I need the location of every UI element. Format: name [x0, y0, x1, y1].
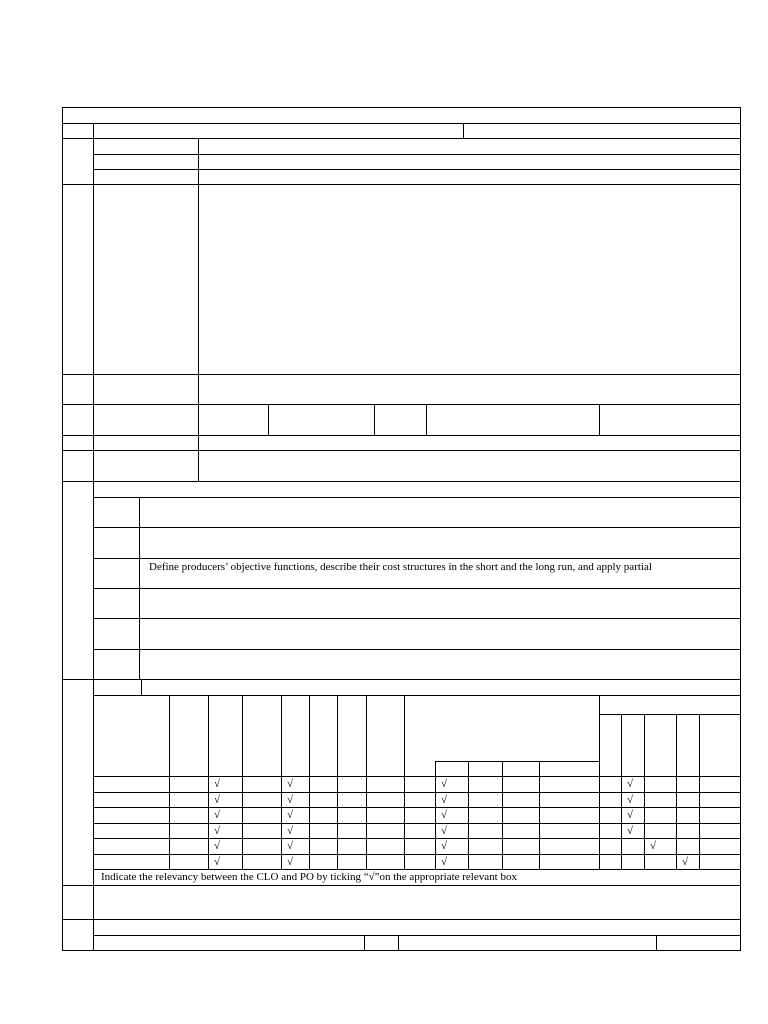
check-mark-icon: √: [441, 794, 448, 806]
check-mark-icon: √: [287, 794, 294, 806]
check-mark-icon: √: [441, 778, 448, 790]
row-divider: [62, 123, 741, 124]
matrix-column-divider: [676, 714, 677, 870]
check-mark-icon: √: [627, 778, 634, 790]
check-mark-icon: √: [441, 856, 448, 868]
cell-divider: [656, 935, 657, 951]
mapping-instruction: Indicate the relevancy between the CLO and PO by ticking “√”on the appropriate relevant box: [101, 871, 517, 883]
check-mark-icon: √: [214, 794, 221, 806]
check-mark-icon: √: [214, 840, 221, 852]
row-number-column-divider: [93, 123, 94, 951]
row-divider: [62, 481, 741, 482]
row-divider: [62, 450, 741, 451]
form-border-right: [740, 107, 741, 951]
cell-divider: [599, 404, 600, 436]
check-mark-icon: √: [627, 794, 634, 806]
clo-row-divider: [93, 649, 741, 650]
matrix-column-divider: [169, 695, 170, 870]
matrix-column-divider: [337, 695, 338, 870]
check-mark-icon: √: [682, 856, 689, 868]
check-mark-icon: √: [627, 825, 634, 837]
clo-row-divider: [93, 618, 741, 619]
matrix-column-divider: [366, 695, 367, 870]
cell-divider: [426, 404, 427, 436]
clo-row-divider: [93, 558, 741, 559]
check-mark-icon: √: [650, 840, 657, 852]
form-border-top: [62, 107, 741, 108]
check-mark-icon: √: [441, 840, 448, 852]
cell-divider: [364, 935, 365, 951]
row-divider: [62, 374, 741, 375]
row-divider: [62, 138, 741, 139]
clo-row-divider: [93, 527, 741, 528]
row-divider: [62, 919, 741, 920]
matrix-column-divider: [242, 695, 243, 870]
matrix-column-divider: [208, 695, 209, 870]
check-mark-icon: √: [627, 809, 634, 821]
cell-divider: [398, 935, 399, 951]
cell-divider: [268, 404, 269, 436]
row-divider: [62, 885, 741, 886]
matrix-subheader-divider: [435, 761, 600, 762]
matrix-header-divider: [93, 695, 741, 696]
matrix-column-divider: [435, 761, 436, 870]
cell-divider: [463, 123, 464, 139]
subrow-divider: [93, 169, 741, 170]
matrix-column-divider: [699, 714, 700, 870]
check-mark-icon: √: [287, 809, 294, 821]
cell-divider: [141, 679, 142, 695]
row-divider: [62, 184, 741, 185]
check-mark-icon: √: [441, 809, 448, 821]
matrix-column-divider: [599, 695, 600, 870]
form-border-bottom: [62, 950, 741, 951]
subrow-divider: [93, 154, 741, 155]
subrow-divider: [93, 935, 741, 936]
check-mark-icon: √: [214, 778, 221, 790]
form-border-left: [62, 107, 63, 951]
check-mark-icon: √: [214, 809, 221, 821]
row-divider: [62, 679, 741, 680]
check-mark-icon: √: [214, 856, 221, 868]
matrix-column-divider: [502, 761, 503, 870]
cell-divider: [374, 404, 375, 436]
row-divider: [62, 435, 741, 436]
check-mark-icon: √: [441, 825, 448, 837]
matrix-column-divider: [404, 695, 405, 870]
matrix-column-divider: [309, 695, 310, 870]
row-divider: [62, 404, 741, 405]
clo-number-column-divider: [139, 497, 140, 680]
clo-text: Define producers’ objective functions, describe their cost structures in the short and the long run, and apply partial: [149, 561, 652, 573]
clo-header-divider: [93, 497, 741, 498]
label-column-divider: [198, 138, 199, 482]
matrix-column-divider: [539, 761, 540, 870]
check-mark-icon: √: [214, 825, 221, 837]
check-mark-icon: √: [287, 778, 294, 790]
matrix-column-divider: [644, 714, 645, 870]
matrix-column-divider: [621, 714, 622, 870]
matrix-column-divider: [281, 695, 282, 870]
check-mark-icon: √: [287, 856, 294, 868]
check-mark-icon: √: [287, 825, 294, 837]
check-mark-icon: √: [287, 840, 294, 852]
clo-row-divider: [93, 588, 741, 589]
matrix-column-divider: [468, 761, 469, 870]
